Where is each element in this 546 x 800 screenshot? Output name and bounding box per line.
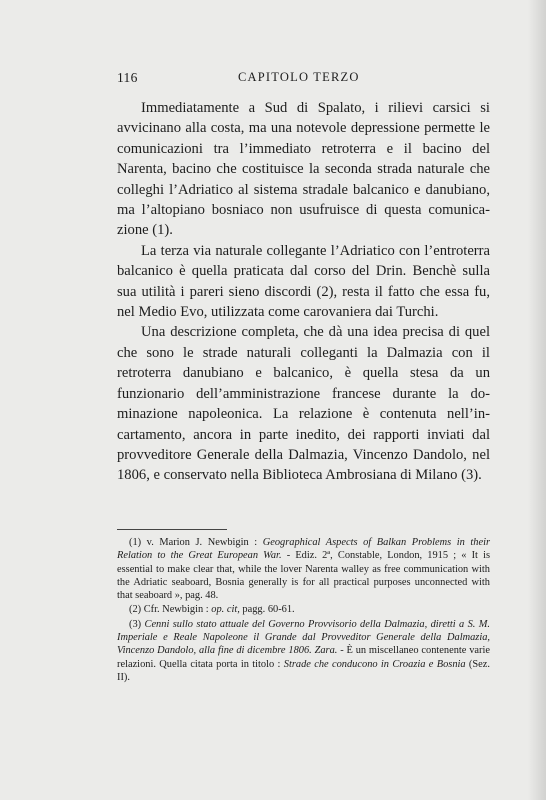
footnote-3 [117, 618, 490, 684]
page-header [117, 70, 490, 90]
paragraph: La terza via naturale collegante l’Adriatico con l’entroterra balcanico è quella praticata dal corso del Drin. Benchè sulla sua utilità i pareri sieno discordi (2), resta il fatto che essa fu, nel Medio Evo, utilizzata come carovaniera dai Turchi. [117, 242, 490, 321]
footnote-3-middle: - È un miscellaneo contenente varie relazioni. Quella citata porta in titolo : [117, 645, 490, 670]
footnote-3-rest: (Sez. II). [117, 658, 490, 683]
footnote-1 [117, 536, 490, 602]
footnote-2-rest: pagg. 60-61. [239, 604, 295, 616]
running-head: CAPITOLO TERZO [238, 70, 360, 84]
footnote-1-title: Geographical Aspects of Balkan Problems in their Relation to the Great European War. [117, 537, 490, 562]
page-edge-shadow [528, 0, 546, 800]
footnotes [117, 536, 490, 685]
footnote-3-lead: (3) [129, 618, 145, 630]
paragraph: Immediatamente a Sud di Spalato, i rilievi carsici si avvicinano alla costa, ma una notevole depressione permette le comunicazioni tra l’immediato retroterra e il bacino del Narenta, bacino che costituisce la seconda strada naturale che colleghi l’Adriatico al sistema stradale balcanico e danubiano, ma l’altopiano bosniaco non usufruisce di questa comunicazione (1). [117, 100, 490, 239]
footnote-rule [117, 529, 227, 530]
footnote-2-lead: (2) Cfr. Newbigin : [129, 604, 212, 616]
footnote-2 [117, 603, 490, 616]
body-text [117, 98, 490, 486]
footnote-3-title: Cenni sullo stato attuale del Governo Provvisorio della Dalmazia, diretti a S. M. Imperiale e Reale Napoleone il Grande dal Provveditor Generale della Dalmazia, Vincenzo Dandolo, alla fine di dicembre 1806. Zara. [117, 618, 491, 657]
paragraph: Una descrizione completa, che dà una idea precisa di quel che sono le strade naturali colleganti la Dalmazia con il retroterra danubiano e balcanico, è quella stesa da un funzionario dell’amministrazione francese durante la dominazione napoleonica. La relazione è contenuta nell’incartamento, ancora in parte inedito, dei rapporti inviati dal provveditore Generale della Dalmazia, Vincenzo Dandolo, nel 1806, e conservato nella Biblioteca Ambrosiana di Milano (3). [117, 324, 490, 484]
page-number: 116 [117, 70, 138, 85]
footnote-1-lead: (1) v. Marion J. Newbigin : [129, 537, 263, 548]
footnote-1-rest: - Ediz. 2ª, Constable, London, 1915 ; « It is essential to make clear that, while the lover Narenta walley as free communication with the Adriatic seaboard, Bosnia generally is for all practical purposes unconnected with that seaboard », pag. 48. [117, 550, 491, 602]
footnote-3-title2: Strade che conducono in Croazia e Bosnia [283, 658, 466, 670]
footnote-2-title: op. cit, [211, 604, 240, 616]
